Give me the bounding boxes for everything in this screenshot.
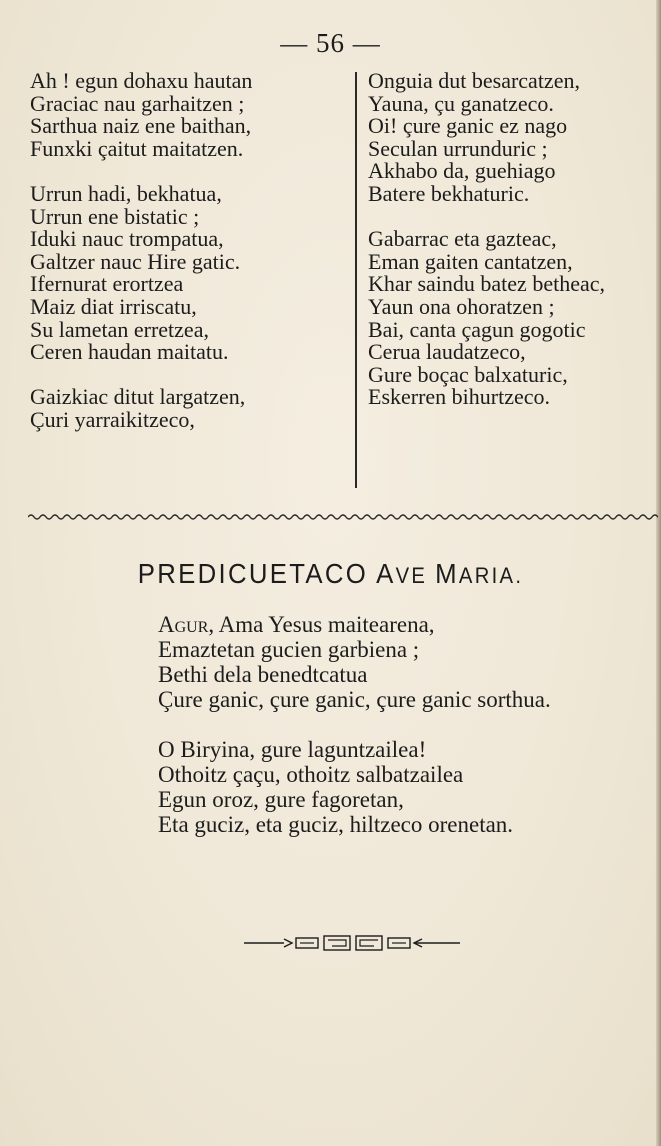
column-divider xyxy=(355,72,357,488)
ave-stanza-1 xyxy=(158,612,653,712)
verse-line: Bai, canta çagun gogotic xyxy=(368,316,586,342)
verse-line: Ifernurat erortzea xyxy=(30,271,184,297)
title-word: PREDICUETACO xyxy=(137,558,377,589)
verse-line: Iduki nauc trompatua, xyxy=(30,226,224,252)
verse-line: Urrun ene bistatic ; xyxy=(30,203,200,229)
verse-line: Egun oroz, gure fagoretan, xyxy=(158,787,404,812)
wavy-separator-rule xyxy=(28,512,658,522)
verse-line: Emaztetan gucien garbiena ; xyxy=(158,637,420,662)
verse-line: Urrun hadi, bekhatua, xyxy=(30,180,222,206)
left-stanza-1 xyxy=(30,70,350,160)
verse-line: Su lametan erretzea, xyxy=(30,316,209,342)
verse-line: Cerua laudatzeco, xyxy=(368,339,526,365)
section-title xyxy=(26,558,634,590)
verse-line: Ceren haudan maitatu. xyxy=(30,339,229,365)
left-stanza-2 xyxy=(30,180,350,365)
left-stanza-3 xyxy=(30,386,350,431)
verse-line: Çuri yarraikitzeco, xyxy=(30,406,195,432)
verse-line: Galtzer nauc Hire gatic. xyxy=(30,248,241,274)
verse-line: Batere bekhaturic. xyxy=(368,180,530,206)
right-stanza-2 xyxy=(368,228,658,409)
verse-line: Maiz diat irriscatu, xyxy=(30,293,197,319)
verse-line: Onguia dut besarcatzen, xyxy=(368,68,580,93)
right-poem-column xyxy=(368,70,658,432)
verse-line: Gure boçac balxaturic, xyxy=(368,361,568,387)
verse-line: Eman gaiten cantatzen, xyxy=(368,248,573,274)
verse-line: Funxki çaitut maitatzen. xyxy=(30,135,244,161)
verse-line xyxy=(158,612,653,637)
verse-line: Yauna, çu ganatzeco. xyxy=(368,90,554,116)
verse-line: Sarthua naiz ene baithan, xyxy=(30,113,252,139)
verse-line: Akhabo da, guehiago xyxy=(368,158,556,184)
verse-line: Gabarrac eta gazteac, xyxy=(368,226,557,252)
title-smallcaps: VE xyxy=(395,563,436,588)
left-poem-column xyxy=(30,70,350,454)
title-initial: M xyxy=(435,558,459,589)
verse-line: Eta guciz, eta guciz, hiltzeco orenetan. xyxy=(158,812,514,837)
verse-line: O Biryina, gure laguntzailea! xyxy=(158,737,427,762)
verse-line: Khar saindu batez betheac, xyxy=(368,271,605,297)
ornament-divider-icon xyxy=(244,934,460,952)
verse-line: Othoitz çaçu, othoitz salbatzailea xyxy=(158,762,464,787)
first-word: Agur, xyxy=(158,612,215,637)
first-line-rest: Ama Yesus maitearena, xyxy=(214,612,435,637)
title-initial: A xyxy=(376,558,396,589)
verse-line: Ah ! egun dohaxu hautan xyxy=(30,68,253,93)
verse-line: Eskerren bihurtzeco. xyxy=(368,384,551,410)
right-stanza-1 xyxy=(368,70,658,206)
verse-line: Graciac nau garhaitzen ; xyxy=(30,90,245,116)
verse-line: Çure ganic, çure ganic, çure ganic sorthua. xyxy=(158,687,551,712)
ave-maria-poem xyxy=(158,612,653,862)
ave-stanza-2 xyxy=(158,737,653,837)
verse-line: Bethi dela benedtcatua xyxy=(158,662,368,687)
page-number: — 56 — xyxy=(280,28,381,58)
verse-line: Yaun ona ohoratzen ; xyxy=(368,293,555,319)
title-smallcaps: ARIA. xyxy=(458,563,524,588)
verse-line: Seculan urrunduric ; xyxy=(368,135,548,161)
verse-line: Oi! çure ganic ez nago xyxy=(368,113,568,139)
verse-line: Gaizkiac ditut largatzen, xyxy=(30,384,246,410)
